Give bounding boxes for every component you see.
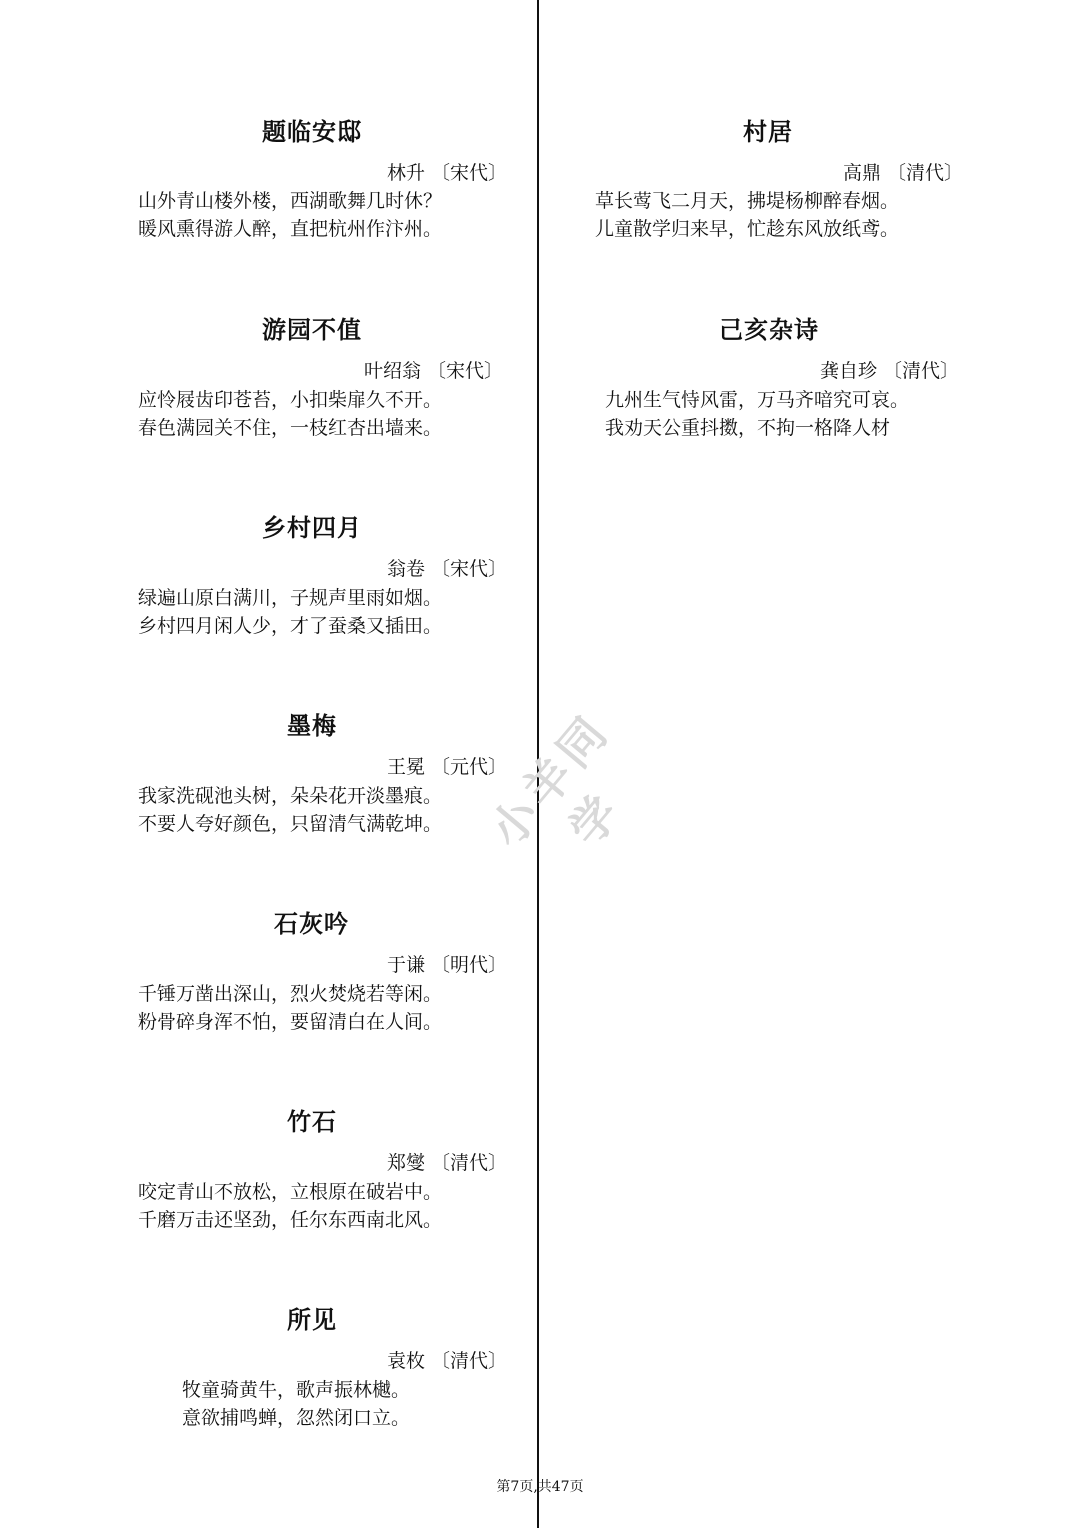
poem-title: 所见	[287, 1306, 337, 1334]
poem-line: 草长莺飞二月天，拂堤杨柳醉春烟。	[595, 190, 900, 212]
poem-line: 我劝天公重抖擞，不拘一格降人材	[605, 417, 891, 439]
poem-title: 乡村四月	[262, 514, 362, 542]
poem-line: 粉骨碎身浑不怕，要留清白在人间。	[138, 1011, 443, 1033]
poem-line: 不要人夸好颜色，只留清气满乾坤。	[138, 813, 443, 835]
poem-title: 竹石	[287, 1108, 337, 1136]
page-number: 第7页,共47页	[496, 1479, 584, 1495]
poem-line: 咬定青山不放松，立根原在破岩中。	[138, 1181, 443, 1203]
poem-line: 意欲捕鸣蝉，忽然闭口立。	[182, 1407, 411, 1429]
poem-title: 墨梅	[287, 712, 337, 740]
poem-line: 山外青山楼外楼，西湖歌舞几时休？	[138, 190, 443, 212]
poem-title: 石灰吟	[274, 910, 349, 938]
poem-title: 己亥杂诗	[719, 316, 819, 344]
poem-line: 暖风熏得游人醉，直把杭州作汴州。	[138, 218, 443, 240]
poem-line: 牧童骑黄牛，歌声振林樾。	[182, 1379, 411, 1401]
poem-author: 袁枚 〔清代〕	[387, 1350, 508, 1372]
poem-line: 儿童散学归来早，忙趁东风放纸鸢。	[595, 218, 900, 240]
poem-author: 龚自珍 〔清代〕	[820, 360, 960, 382]
poem-title: 游园不值	[262, 316, 362, 344]
poem-line: 我家洗砚池头树，朵朵花开淡墨痕。	[138, 785, 443, 807]
poem-line: 应怜屐齿印苍苔，小扣柴扉久不开。	[138, 389, 443, 411]
poem-author: 翁卷 〔宋代〕	[387, 558, 508, 580]
poem-author: 林升 〔宋代〕	[387, 162, 508, 184]
poem-author: 王冕 〔元代〕	[387, 756, 508, 778]
poem-author: 于谦 〔明代〕	[387, 954, 508, 976]
poem-title: 村居	[743, 118, 793, 146]
poem-line: 绿遍山原白满川，子规声里雨如烟。	[138, 587, 443, 609]
poem-line: 千锤万凿出深山，烈火焚烧若等闲。	[138, 983, 443, 1005]
poem-author: 郑燮 〔清代〕	[387, 1152, 508, 1174]
poem-line: 乡村四月闲人少，才了蚕桑又插田。	[138, 615, 443, 637]
poem-line: 千磨万击还坚劲，任尔东西南北风。	[138, 1209, 443, 1231]
watermark: 小羊同学	[479, 702, 634, 858]
poem-author: 叶绍翁 〔宋代〕	[364, 360, 504, 382]
poem-line: 九州生气恃风雷，万马齐喑究可哀。	[605, 389, 910, 411]
poem-author: 高鼎 〔清代〕	[843, 162, 964, 184]
poem-title: 题临安邸	[262, 118, 362, 146]
poem-line: 春色满园关不住，一枝红杏出墙来。	[138, 417, 443, 439]
